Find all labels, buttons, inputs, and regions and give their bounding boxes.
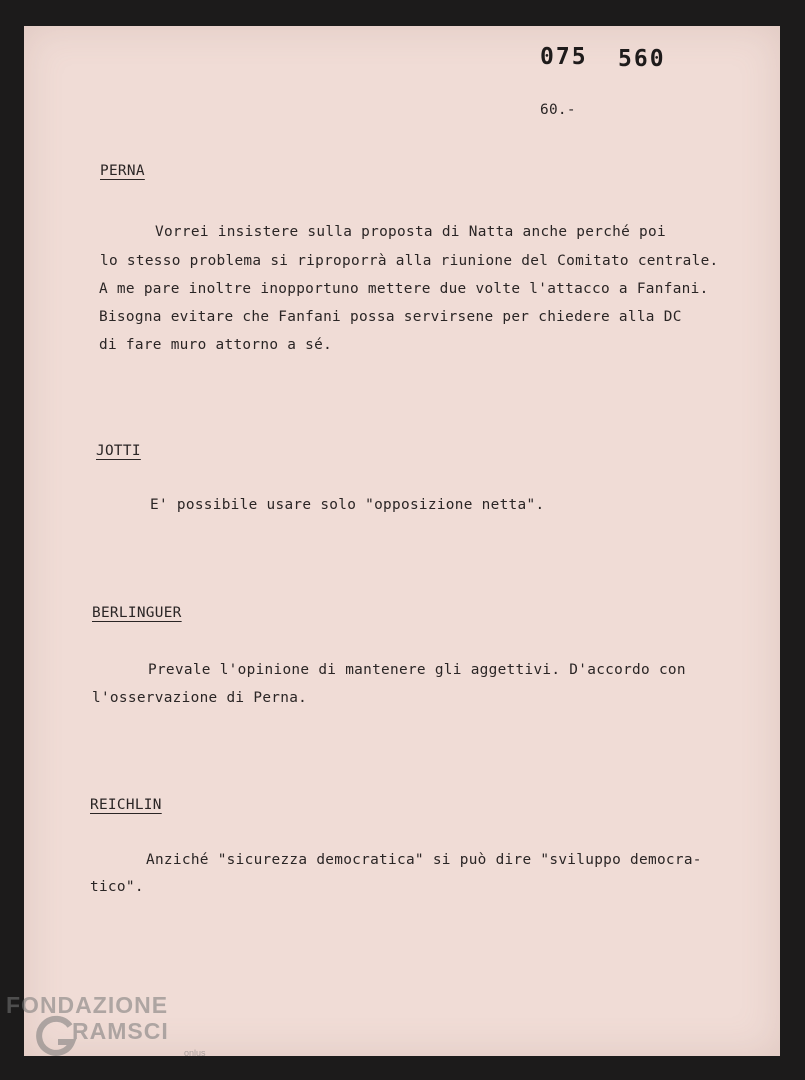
speech-line: E' possibile usare solo "opposizione netta". (150, 497, 545, 513)
watermark-suffix: onlus (184, 1048, 206, 1058)
speaker-name: REICHLIN (90, 797, 162, 813)
speaker-name: PERNA (100, 163, 145, 179)
speech-line: Anziché "sicurezza democratica" si può dire "sviluppo democra- (146, 852, 702, 868)
speech-line: lo stesso problema si riproporrà alla riunione del Comitato centrale. (100, 253, 719, 269)
speech-line: Prevale l'opinione di mantenere gli aggettivi. D'accordo con (148, 662, 686, 678)
speech-line: Vorrei insistere sulla proposta di Natta anche perché poi (155, 224, 666, 240)
speech-line: A me pare inoltre inopportuno mettere due volte l'attacco a Fanfani. (99, 281, 709, 297)
watermark-line2: RAMSCI (72, 1018, 169, 1044)
speech-line: Bisogna evitare che Fanfani possa servirsene per chiedere alla DC (99, 309, 682, 325)
speaker-name: JOTTI (96, 443, 141, 459)
speech-line: l'osservazione di Perna. (92, 690, 308, 706)
archive-stamp-left: 075 (540, 44, 588, 70)
speech-line: di fare muro attorno a sé. (99, 337, 333, 353)
page-number: 60.- (540, 102, 576, 118)
document-page (24, 26, 780, 1056)
speech-line: tico". (90, 879, 144, 895)
watermark-line1: FONDAZIONE (6, 992, 169, 1018)
fondazione-gramsci-watermark (6, 992, 216, 1072)
speaker-name: BERLINGUER (92, 605, 182, 621)
archive-stamp-right: 560 (618, 46, 666, 72)
